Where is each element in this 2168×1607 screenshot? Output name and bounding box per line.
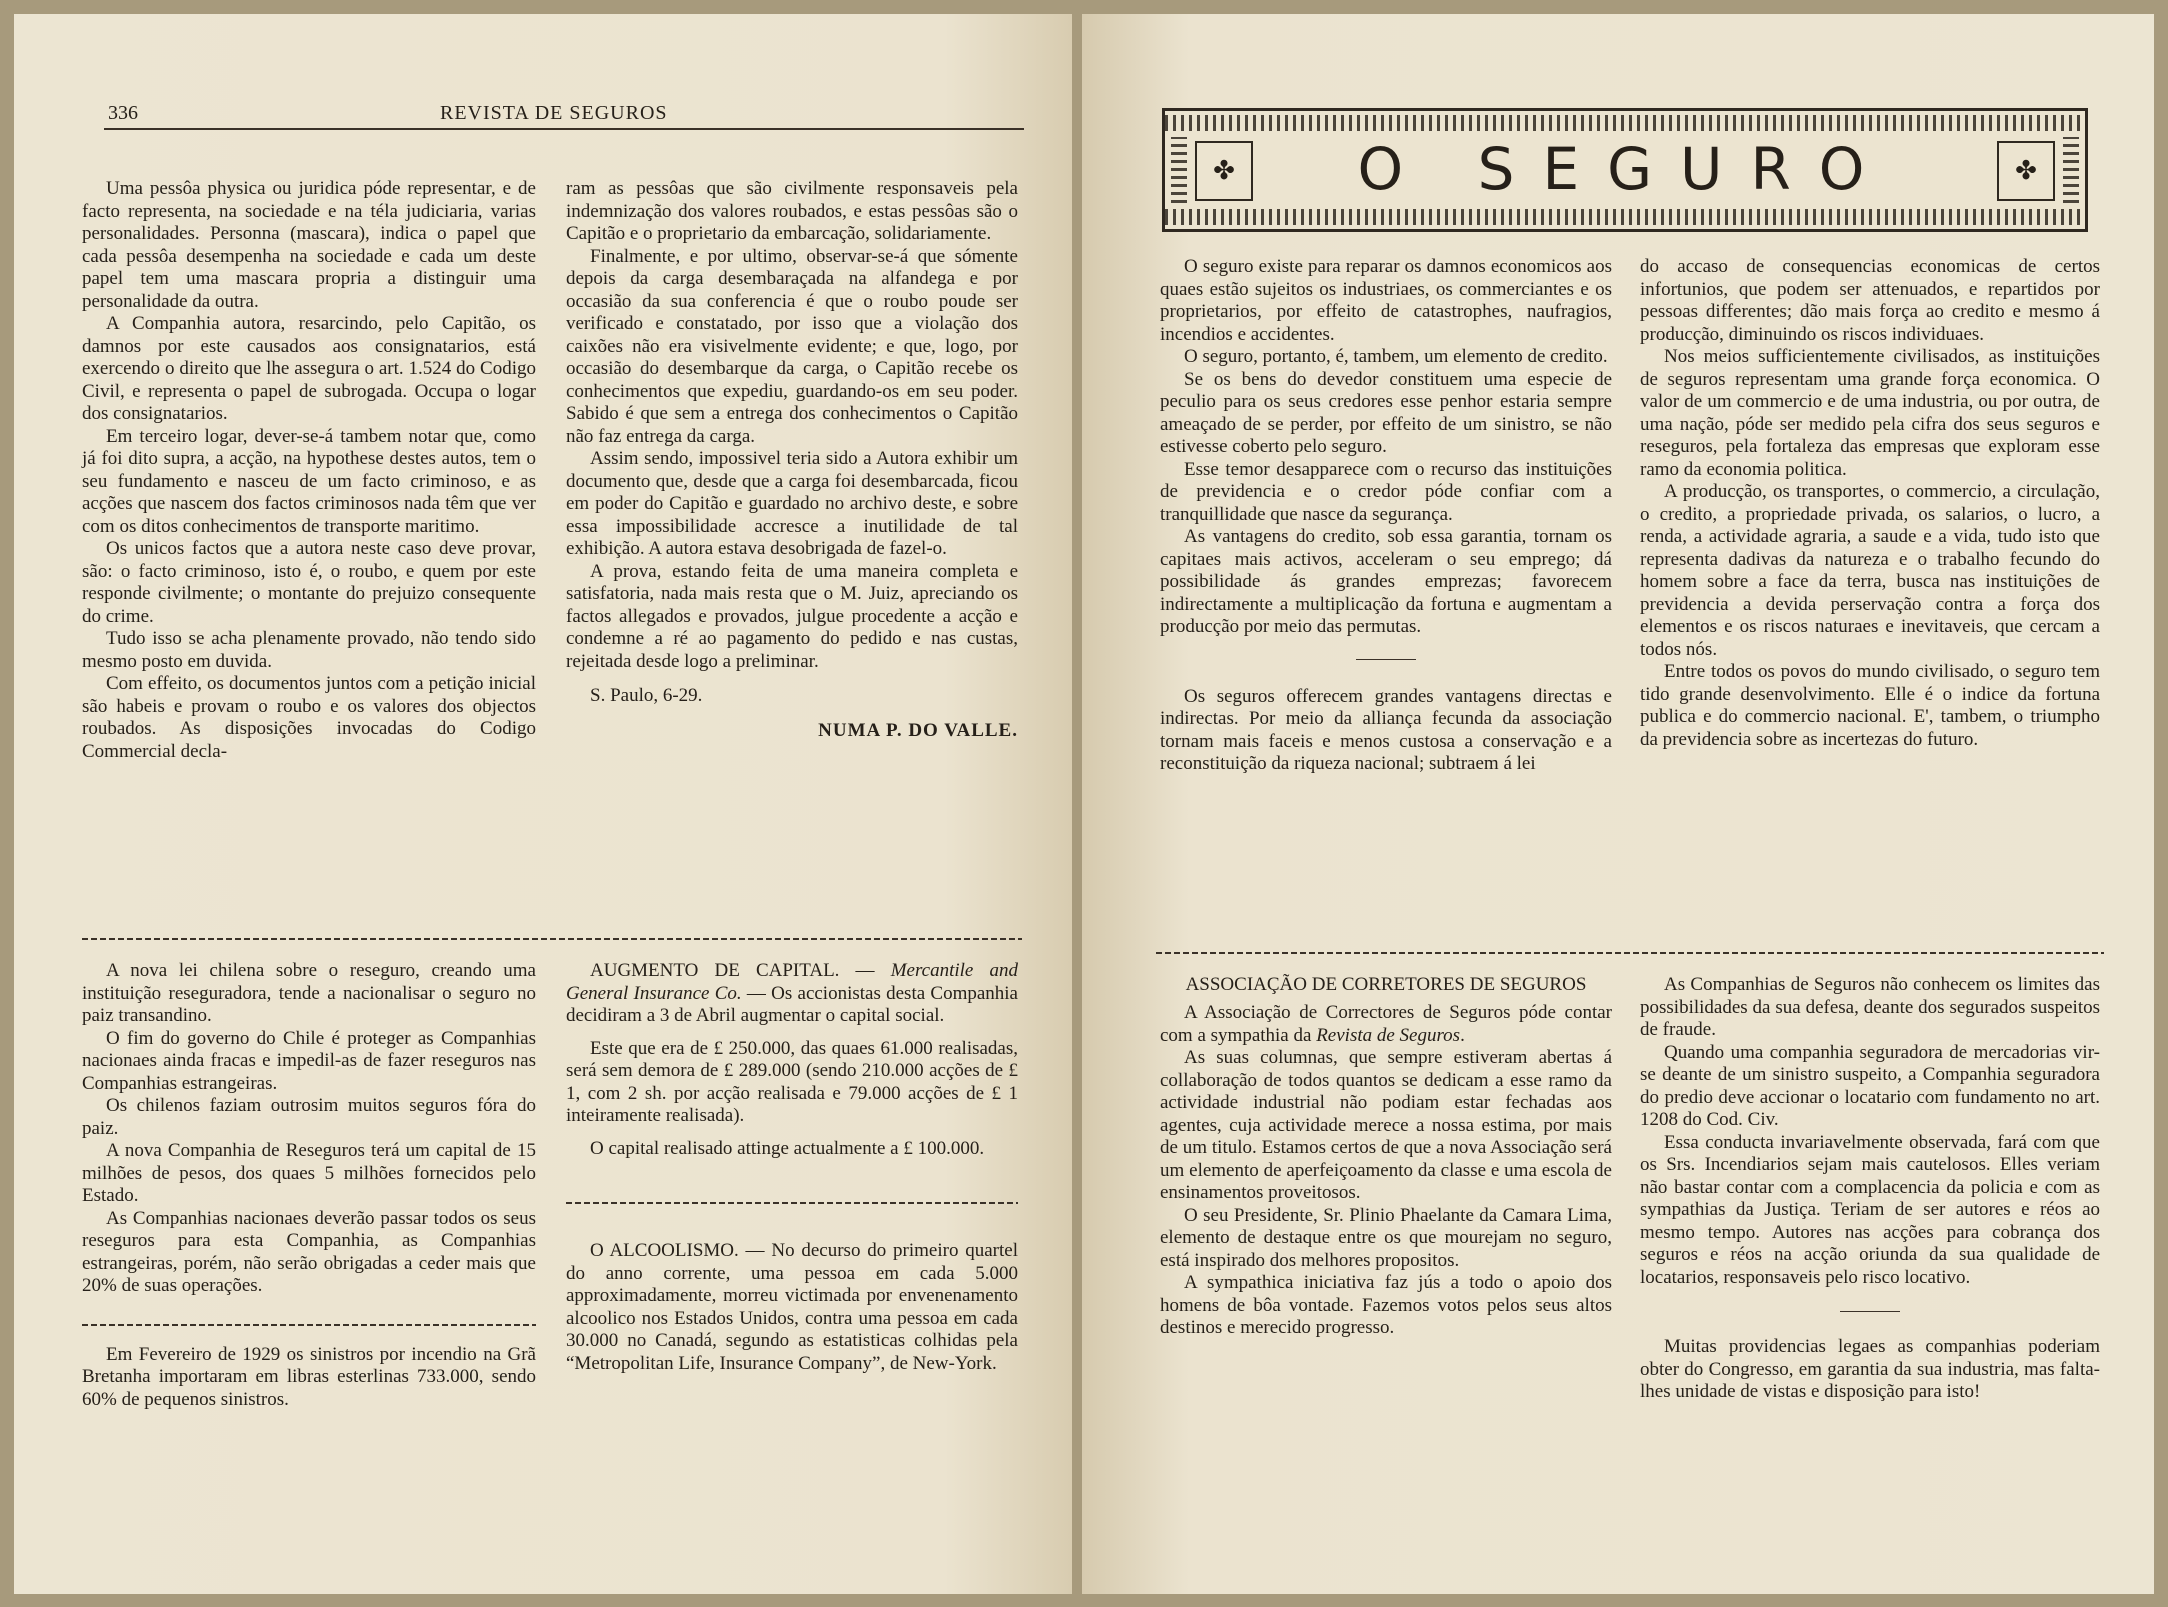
associacao-article [1160,974,1612,1340]
assoc-text: . [1460,1024,1465,1046]
alcoolismo-article: O ALCOOLISMO. — No decurso do primeiro quartel do anno corrente, uma pessoa em cada 5.000 approximadamente, morreu victimada por envenenamento alcoolico nos Estados Unidos, contra uma pessoa em cada 30.000 no Canadá, segundo as estatisticas colhidas pela “Metropolitan Life, Insurance Company”, de New-York. [566,1240,1018,1374]
paragraph: Esse temor desapparece com o recurso das instituições de previdencia e o credor póde confiar com a tranquillidade que nasce da segurança. [1160,458,1612,525]
assoc-text: A Associação de Correctores de Seguros póde contar com a sympathia da [1160,1002,1612,1046]
paragraph: Este que era de £ 250.000, das quaes 61.000 realisadas, será sem demora de £ 289.000 (sendo 210.000 acções de £ 1, com 2 sh. por acção realisada e 79.000 acções de £ 1 inteiramente realisada). [566,1037,1018,1126]
paragraph: A producção, os transportes, o commercio, a circulação, o credito, a propriedade privada, os salarios, o lucro, a renda, a actividade agraria, a saude e a vida, tudo isto que representa dadivas da natureza e o trabalho fecundo do homem sobre a face da terra, busca nas instituições de previdencia a devida perservação contra a força dos elementos e os riscos naturaes e inevitaveis, que cercam a todos nós. [1640,481,2100,660]
augmento-heading: AUGMENTO DE CAPITAL. — [590,960,891,981]
paragraph: Assim sendo, impossivel teria sido a Autora exhibir um documento que, desde que a carga foi desembarcada, ficou em poder do Capitão e guardado no archivo deste, e sobre essa impossibilidade accresce a inutilidade de tal exhibição. A autora estava desobrigada de fazel-o. [566,448,1018,559]
meander-border [1165,209,2085,225]
paragraph: Em terceiro logar, dever-se-á tambem notar que, como já foi dito supra, a acção, na hypothese destes autos, tem o seu fundamento e nasceu de um facto criminoso, e as acções que nascem dos factos criminosos nada têm que ver com os ditos conhecimentos de transporte maritimo. [82,425,536,537]
paragraph: As suas columnas, que sempre estiveram abertas á collaboração de todos quantos se dedicam a esse ramo da actividade industrial não podiam estar fechadas aos agentes, cuja actividade merece a nossa estima, por mais de um titulo. Estamos certos de que a nova Associação será um elemento de aperfeiçoamento da classe e uma escola de ensinamentos proveitosos. [1160,1047,1612,1203]
meander-border [2063,137,2079,203]
paragraph: O seguro existe para reparar os damnos economicos aos quaes estão sujeitos os industriaes, os commerciantes e os proprietarios, por effeito de catastrophes, naufragios, incendios e accidentes. [1160,256,1612,345]
dateline: S. Paulo, 6-29. [590,685,703,706]
right-column-1 [1160,256,1612,776]
associacao-heading: ASSOCIAÇÃO DE CORRETORES DE SEGUROS [1185,974,1587,995]
header-rule [104,128,1024,130]
augmento-text: — Os accionistas desta Companhia decidiram a 3 de Abril augmentar o capital social. [566,982,1018,1026]
ornament-icon: ✤ [1195,141,1253,201]
left-column-1 [82,178,536,763]
section-divider [1156,952,2104,954]
paragraph: Essa conducta invariavelmente observada, fará com que os Srs. Incendiarios sejam mais cautelosos. Elles veriam não bastar contar com a complacencia da policia e com as sympathias da Justiça. Teriam de ser autores e réos ao mesmo tempo. Autores nas acções para cobrança dos seguros e réos na acção oriunda da sua qualidade de locatarios, responsaveis pelo risco locativo. [1640,1131,2100,1288]
paragraph: O fim do governo do Chile é proteger as Companhias nacionaes ainda fracas e impedil-as de fazer reseguros nas Companhias estrangeiras. [82,1027,536,1094]
short-rule [1840,1311,1900,1312]
paragraph: O seguro, portanto, é, tambem, um elemento de credito. [1184,346,1608,367]
running-title: REVISTA DE SEGUROS [440,102,668,124]
paragraph: ram as pessôas que são civilmente responsaveis pela indemnização dos valores roubados, e estas pessôas são o Capitão e o proprietario da embarcação, solidariamente. [566,178,1018,244]
companhias-article [1640,974,2100,1404]
fevereiro-note: Em Fevereiro de 1929 os sinistros por incendio na Grã Bretanha importaram em libras esterlinas 733.000, sendo 60% de pequenos sinistros. [82,1343,536,1410]
paragraph: As vantagens do credito, sob essa garantia, tornam os capitaes mais activos, acceleram o seu emprego; dá possibilidade ás grandes emprezas; favorecem indirectamente a multiplicação da fortuna e augmentam a producção por meio das permutas. [1160,526,1612,637]
paragraph: As Companhias nacionaes deverão passar todos os seus reseguros para esta Companhia, as Companhias estrangeiras, porém, não serão obrigadas a ceder mais que 20% de suas operações. [82,1207,536,1296]
paragraph: O seu Presidente, Sr. Plinio Phaelante da Camara Lima, elemento de destaque entre os que mourejam no seguro, está inspirado dos melhores propositos. [1160,1204,1612,1271]
page-number: 336 [108,102,138,124]
left-column-2 [566,178,1018,742]
paragraph: As Companhias de Seguros não conhecem os limites das possibilidades da sua defesa, deante dos segurados suspeitos de fraude. [1640,974,2100,1040]
augmento-article [566,960,1018,1375]
banner-title: O SEGURO [1357,135,1893,203]
paragraph: Se os bens do devedor constituem uma especie de peculio para os seus credores esse penhor estaria sempre ameaçado de se perder, por effeito de um sinistro, se não estivesse coberto pelo seguro. [1160,368,1612,457]
meander-border [1165,115,2085,131]
ornament-icon: ✤ [1997,141,2055,201]
o-seguro-banner [1162,108,2088,232]
paragraph: A prova, estando feita de uma maneira completa e satisfatoria, nada mais resta que o M. Juiz, apreciando os factos allegados e provados, julgue procedente a acção e condemne a ré ao pagamento do pedido e nas custas, rejeitada desde logo a preliminar. [566,560,1018,672]
right-column-2 [1640,256,2100,751]
paragraph: Finalmente, e por ultimo, observar-se-á que sómente depois da carga desembaraçada na alfandega e por occasião da sua conferencia é que o roubo poude ser verificado e constatado, por isso que a violação dos caixões não era visivelmente evidente; e que, logo, por occasião do desembarque da carga, o Capitão recebe os conhecimentos que expediu, guardando-os em seu poder. Sabido é que sem a entrega dos conhecimentos o Capitão não faz entrega da carga. [566,245,1018,447]
chile-article [82,960,536,1411]
meander-border [1171,137,1187,203]
paragraph: Com effeito, os documentos juntos com a petição inicial são habeis e provam o roubo e os valores dos objectos roubados. As disposições invocadas do Codigo Commercial decla- [82,673,536,762]
signature: NUMA P. DO VALLE. [818,719,1018,741]
paragraph: Tudo isso se acha plenamente provado, não tendo sido mesmo posto em duvida. [82,628,536,672]
paragraph: Quando uma companhia seguradora de mercadorias vir-se deante de um sinistro suspeito, a Companhia seguradora do predio deve accionar o locatario com fundamento no art. 1208 do Cod. Civ. [1640,1041,2100,1130]
paragraph: do accaso de consequencias economicas de certos infortunios, que podem ser attenuados, e repartidos por pessoas differentes; dão mais força ao credito e mesmo á producção, diminuindo os riscos individuaes. [1640,256,2100,345]
paragraph: O capital realisado attinge actualmente a £ 100.000. [590,1137,985,1159]
paragraph: A nova Companhia de Reseguros terá um capital de 15 milhões de pesos, dos quaes 5 milhões fornecidos pelo Estado. [82,1140,536,1206]
paragraph: A Companhia autora, resarcindo, pelo Capitão, os damnos por este causados aos consignatarios, está exercendo o direito que lhe assegura o art. 1.524 do Codigo Civil, e representa o papel de subrogada. Occupa o logar dos consignatarios. [82,313,536,424]
paragraph: A sympathica iniciativa faz jús a todo o apoio dos homens de bôa vontade. Fazemos votos pelos seus altos destinos e merecido progresso. [1160,1272,1612,1338]
paragraph [1160,1002,1612,1047]
paragraph: Os unicos factos que a autora neste caso deve provar, são: o facto criminoso, isto é, o roubo, e quem por este responde civilmente; o montante do prejuizo consequente do crime. [82,538,536,627]
section-divider [82,938,1022,940]
paragraph: Os chilenos faziam outrosim muitos seguros fóra do paiz. [82,1095,536,1139]
paragraph [566,960,1018,1028]
short-rule [1356,659,1416,660]
paragraph: Entre todos os povos do mundo civilisado, o seguro tem tido grande desenvolvimento. Elle é o indice da fortuna publica e do commercio nacional. E', tambem, o triumpho da previdencia sobre as incertezas do futuro. [1640,661,2100,750]
paragraph: A nova lei chilena sobre o reseguro, creando uma instituição reseguradora, tende a nacionalisar o seguro no paiz transandino. [82,960,536,1026]
paragraph: Nos meios sufficientemente civilisados, as instituições de seguros representam uma grande força economica. O valor de um commercio e de uma industria, ou por outra, de uma nação, póde ser medido pela cifra dos seus seguros e reseguros, pela fortaleza das empresas que exploram esse ramo da economia politica. [1640,346,2100,480]
paragraph: Os seguros offerecem grandes vantagens directas e indirectas. Por meio da alliança fecunda da associação tornam mais faceis e menos custosa a conservação e a reconstituição da riqueza nacional; subtraem á lei [1160,685,1612,774]
providencias-note: Muitas providencias legaes as companhias poderiam obter do Congresso, em garantia da sua industria, mas falta-lhes unidade de vistas e disposição para isto! [1640,1336,2100,1402]
article-divider [82,1324,536,1326]
paragraph: Uma pessôa physica ou juridica póde representar, e de facto representa, na sociedade e na téla judiciaria, varias personalidades. Personna (mascara), indica o papel que cada pessôa desempenha na sociedade e cada um deste papel tem uma mascara propria a distinguir uma personalidade da outra. [82,178,536,312]
magazine-name: Revista de Seguros [1316,1024,1461,1046]
article-divider [566,1202,1018,1204]
company-name: Mercantile and General Insurance Co. [566,960,1018,1004]
